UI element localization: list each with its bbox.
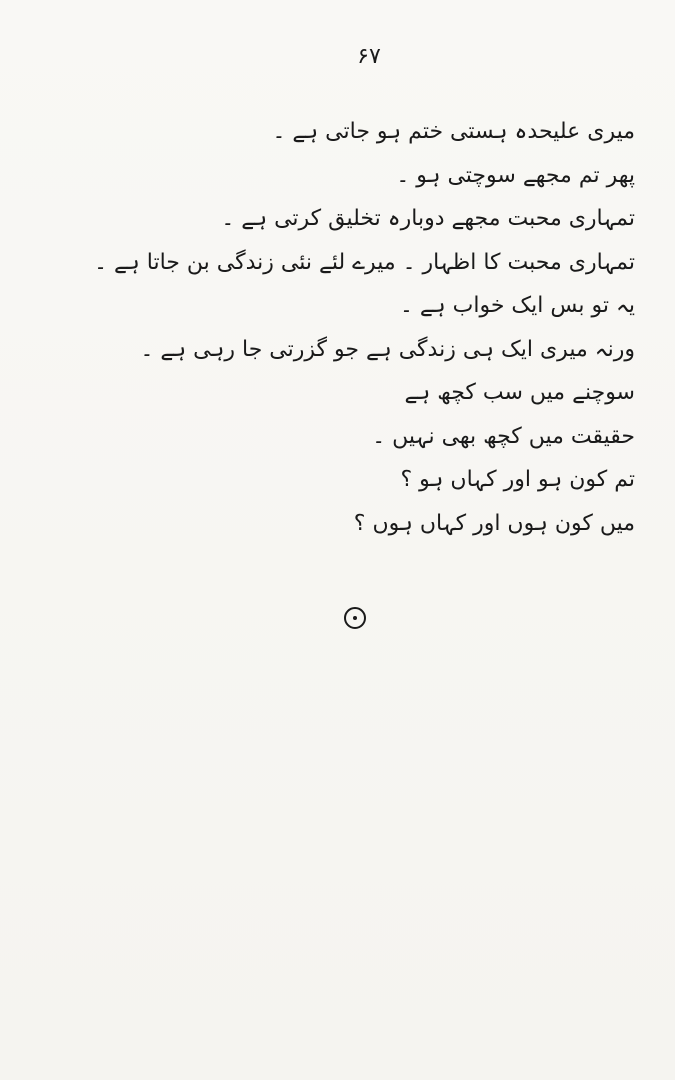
end-ornament-icon <box>344 607 366 629</box>
poem-text <box>75 110 635 545</box>
poem-line: تم کون ہو اور کہاں ہو ؟ <box>400 467 635 492</box>
poem-line: حقیقت میں کچھ بھی نہیں ۔ <box>372 423 635 449</box>
poem-line: سوچنے میں سب کچھ ہے <box>404 380 635 405</box>
poem-line: یہ تو بس ایک خواب ہے ۔ <box>399 293 635 318</box>
poem-line: میری علیحدہ ہستی ختم ہو جاتی ہے ۔ <box>272 119 635 144</box>
poem-line: پھر تم مجھے سوچتی ہو ۔ <box>396 162 635 188</box>
poem-line: تمہاری محبت مجھے دوبارہ تخلیق کرتی ہے ۔ <box>221 206 635 231</box>
poem-line: ورنہ میری ایک ہی زندگی ہے جو گزرتی جا رہی ہے ۔ <box>140 336 635 362</box>
page-number: ۶۷ <box>357 44 381 69</box>
poem-line: تمہاری محبت کا اظہار ۔ میرے لئے نئی زندگی بن جاتا ہے ۔ <box>94 249 635 275</box>
poem-line: میں کون ہوں اور کہاں ہوں ؟ <box>353 510 635 536</box>
